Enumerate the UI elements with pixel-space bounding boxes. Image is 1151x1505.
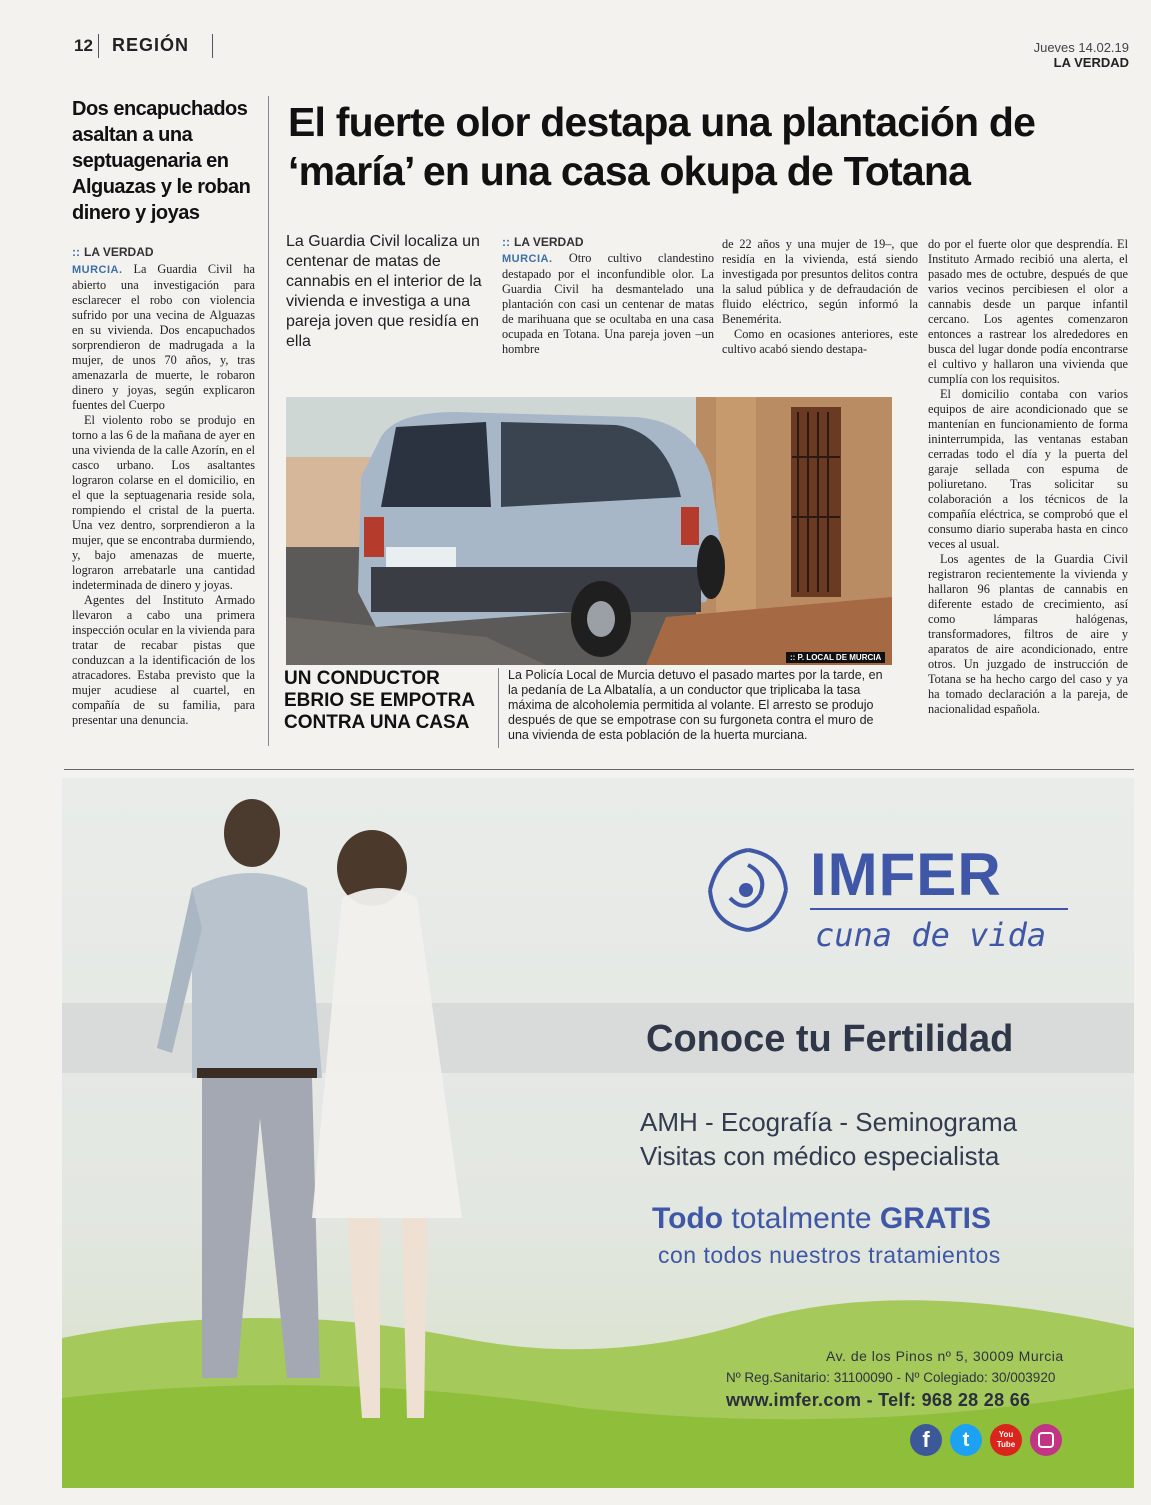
ad-services-1: AMH - Ecografía - Seminograma (640, 1107, 1018, 1137)
offer-bold: GRATIS (879, 1202, 991, 1235)
header-divider (98, 34, 99, 58)
offer-bold: Todo (652, 1202, 724, 1235)
photo-headline: UN CONDUCTOR EBRIO SE EMPOTRA CONTRA UNA CASA (284, 668, 475, 733)
ad-services-2: Visitas con médico especialista (640, 1141, 1000, 1171)
ad-address: Av. de los Pinos nº 5, 30009 Murcia (826, 1348, 1064, 1364)
byline-text: LA VERDAD (514, 235, 584, 249)
dateline-city: MURCIA. (72, 264, 123, 276)
paragraph: El domicilio contaba con varios equipos de aire acondicionado que se mantenían en funcionamiento de forma ininterrumpida, las ventanas estaban cerradas todo el día y la puerta del garaje sellada con espuma de poliuretano. Tras solicitar su colaboración a los técnicos de la compañía eléctrica, se comprobó que el consumo diario superaba hasta en cinco veces al usual. (928, 387, 1128, 551)
offer-mid: totalmente (731, 1202, 872, 1235)
dateline-city: MURCIA. (502, 253, 553, 265)
ad-registry: Nº Reg.Sanitario: 31100090 - Nº Colegiado: 30/003920 (726, 1370, 1056, 1385)
byline-marker-icon: :: (502, 235, 510, 249)
side-byline (72, 245, 154, 259)
paragraph: Como en ocasiones anteriores, este cultivo acabó siendo destapa- (722, 327, 918, 356)
ad-tagline: cuna de vida (815, 916, 1047, 954)
paragraph: de 22 años y una mujer de 19–, que residía en la vivienda, está siendo investigada por presuntos delitos contra la salud pública y de defraudación de fluido eléctrico, según informó la Benemérita. (722, 237, 918, 326)
photo-credit: :: P. LOCAL DE MURCIA (786, 652, 885, 663)
column-divider (268, 96, 269, 746)
ad-offer (652, 1202, 991, 1236)
brand-underline (810, 908, 1068, 910)
paragraph: La Guardia Civil ha abierto una investigación para esclarecer el robo con violencia sufrido por una vecina de Alguazas en su vivienda. Dos encapuchados sorprendieron de madrugada a la mujer, de unos 70 años, y, tras amenazarla de muerte, le robaron dinero y joyas, según explicaron fuentes del Cuerpo (72, 262, 255, 412)
ad-brand: IMFER (810, 841, 1002, 908)
horizontal-rule (64, 769, 1134, 770)
instagram-glyph (1038, 1432, 1054, 1448)
paragraph: Los agentes de la Guardia Civil registraron recientemente la vivienda y hallaron 96 plantas de cannabis en diferente estado de crecimiento, así como lámparas halógenas, transformadores, filtros de aire y aparatos de aire acondicionado, entre otros. Un juzgado de instrucción de Totana se ha hecho cargo del caso y ya ha tomado declaración a la pareja, de nacionalidad española. (928, 552, 1128, 716)
byline-marker-icon: :: (72, 245, 80, 259)
ad-offer-line2: con todos nuestros tratamientos (658, 1242, 1001, 1268)
youtube-icon[interactable]: You Tube (990, 1424, 1022, 1456)
instagram-icon[interactable] (1030, 1424, 1062, 1456)
photo-caption: La Policía Local de Murcia detuvo el pasado martes por la tarde, en la pedanía de La Albatalía, a un conductor que triplicaba la tasa máxima de alcoholemia permitida al volante. El arresto se produjo después de que se empotrase con su furgoneta contra el muro de una vivienda de esta población de la huerta murciana. (508, 668, 883, 742)
paragraph: Otro cultivo clandestino destapado por el inconfundible olor. La Guardia Civil ha desmantelado una plantación con casi un centenar de matas de marihuana que se ocultaba en una casa ocupada en Totana. Una pareja joven –un hombre (502, 251, 714, 356)
ad-contact: www.imfer.com - Telf: 968 28 28 66 (726, 1390, 1031, 1410)
ad-headline: Conoce tu Fertilidad (646, 1018, 1014, 1060)
page-number: 12 (74, 36, 93, 55)
imfer-advertisement (62, 778, 1134, 1488)
main-subhead: La Guardia Civil localiza un centenar de matas de cannabis en el interior de la vivienda e investiga a una pareja joven que residía en ella (286, 233, 482, 350)
header-divider (212, 34, 213, 58)
main-body-col2 (722, 237, 918, 357)
column-divider (498, 668, 499, 748)
issue-date: Jueves 14.02.19 (1033, 40, 1129, 55)
paragraph: do por el fuerte olor que desprendía. El Instituto Armado recibió una alerta, el pasado mes de octubre, después de que varios vecinos percibiesen el olor a cannabis desde un parque infantil cercano. Los agentes comenzaron entonces a rastrear los alrededores en busca del lugar donde podía encontrarse el cultivo y hallaron una vivienda que cumplía con los requisitos. (928, 237, 1128, 386)
imfer-logo-icon (698, 840, 798, 940)
side-headline: Dos encapuchados asaltan a una septuagenaria en Alguazas y le roban dinero y joyas (72, 98, 251, 224)
paragraph: El violento robo se produjo en torno a las 6 de la mañana de ayer en una vivienda de la calle Azorín, en el casco urbano. Los asaltantes lograron colarse en el domicilio, en el que la septuagenaria reside sola, rompiendo el cristal de la puerta. Una vez dentro, sorprendieron a la mujer, que se encontraba durmiendo, y, bajo amenazas de muerte, lograron arrebatarle una cantidad indeterminada de dinero y joyas. (72, 413, 255, 592)
main-body-col1 (502, 251, 714, 357)
paragraph: Agentes del Instituto Armado llevaron a cabo una primera inspección ocular en la vivienda para tratar de recabar pistas que conduzcan a la identificación de los atracadores. Estaba previsto que la mujer acudiese al cuartel, en compañía de su familia, para presentar una denuncia. (72, 593, 255, 727)
main-headline: El fuerte olor destapa una plantación de ‘maría’ en una casa okupa de Totana (288, 99, 1036, 194)
byline-text: LA VERDAD (84, 245, 154, 259)
side-article-body (72, 262, 255, 728)
van-crash-photo (286, 397, 892, 665)
main-byline (502, 235, 584, 249)
section-title: REGIÓN (112, 35, 190, 55)
facebook-icon[interactable]: f (910, 1424, 942, 1456)
twitter-icon[interactable]: t (950, 1424, 982, 1456)
main-body-col3 (928, 237, 1128, 717)
newspaper-name: LA VERDAD (1053, 55, 1129, 70)
